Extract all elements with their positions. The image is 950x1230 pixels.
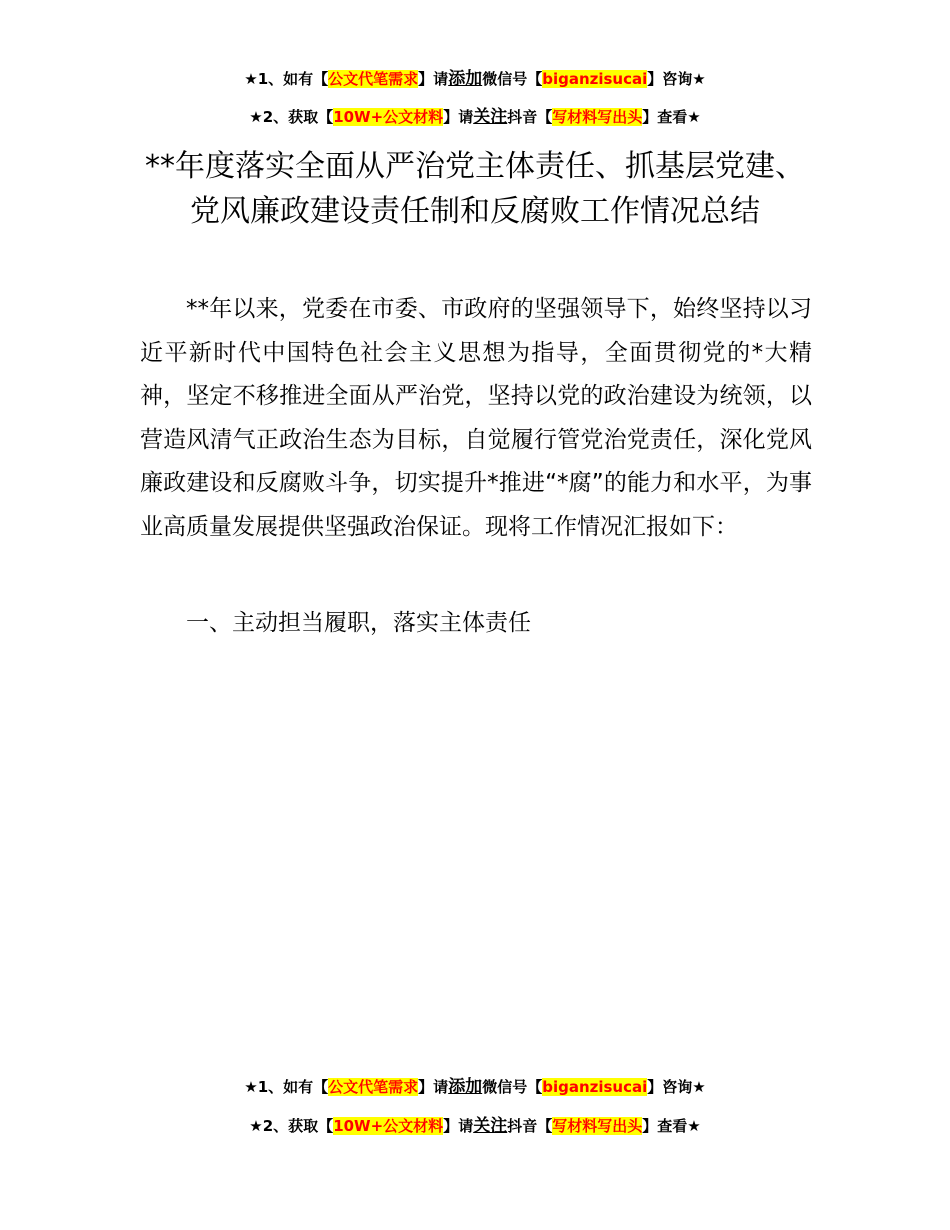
section-heading: 一、主动担当履职，落实主体责任 xyxy=(186,610,531,636)
banner-text: 微信号【 xyxy=(482,70,543,88)
bottom-banner-line-1 xyxy=(0,1077,950,1097)
banner-text: 】请 xyxy=(443,108,474,126)
banner-text: 】请 xyxy=(443,1117,474,1135)
banner-text: 抖音【 xyxy=(507,1117,553,1135)
top-banner-line-2 xyxy=(0,107,950,127)
body-paragraph: **年以来，党委在市委、市政府的坚强领导下，始终坚持以习近平新时代中国特色社会主义思想为指导，全面贯彻党的*大精神，坚定不移推进全面从严治党，坚持以党的政治建设为统领，以营造风清气正政治生态为目标，自觉履行管党治党责任，深化党风廉政建设和反腐败斗争，切实提升*推进“*腐”的能力和水平，为事业高质量发展提供坚强政治保证。现将工作情况汇报如下： xyxy=(140,296,812,540)
banner-text: ★2、获取【 xyxy=(249,108,334,126)
banner-highlight: 10W+公文材料 xyxy=(333,108,444,126)
banner-text: ★1、如有【 xyxy=(244,70,329,88)
banner-text: ★2、获取【 xyxy=(249,1117,334,1135)
banner-text: ★1、如有【 xyxy=(244,1078,329,1096)
bottom-banner-line-2 xyxy=(0,1116,950,1136)
banner-text: 抖音【 xyxy=(507,108,553,126)
document-title: **年度落实全面从严治党主体责任、抓基层党建、党风廉政建设责任制和反腐败工作情况总结 xyxy=(145,149,805,229)
banner-underlined-text: 关注 xyxy=(473,107,508,127)
banner-highlight-douyin-id: 写材料写出头 xyxy=(552,108,643,126)
banner-text: 】查看★ xyxy=(642,108,701,126)
banner-text: 】查看★ xyxy=(642,1117,701,1135)
banner-highlight-wechat-id: biganzisucai xyxy=(542,1078,648,1096)
banner-underlined-text: 关注 xyxy=(473,1116,508,1136)
banner-highlight-wechat-id: biganzisucai xyxy=(542,70,648,88)
banner-highlight-douyin-id: 写材料写出头 xyxy=(552,1117,643,1135)
banner-text: 】请 xyxy=(418,1078,449,1096)
top-banner-line-1 xyxy=(0,69,950,89)
banner-highlight: 公文代笔需求 xyxy=(328,1078,419,1096)
banner-underlined-text: 添加 xyxy=(448,1077,483,1097)
banner-text: 】咨询★ xyxy=(647,70,706,88)
banner-underlined-text: 添加 xyxy=(448,69,483,89)
banner-text: 】咨询★ xyxy=(647,1078,706,1096)
banner-text: 】请 xyxy=(418,70,449,88)
banner-text: 微信号【 xyxy=(482,1078,543,1096)
banner-highlight: 公文代笔需求 xyxy=(328,70,419,88)
banner-highlight: 10W+公文材料 xyxy=(333,1117,444,1135)
